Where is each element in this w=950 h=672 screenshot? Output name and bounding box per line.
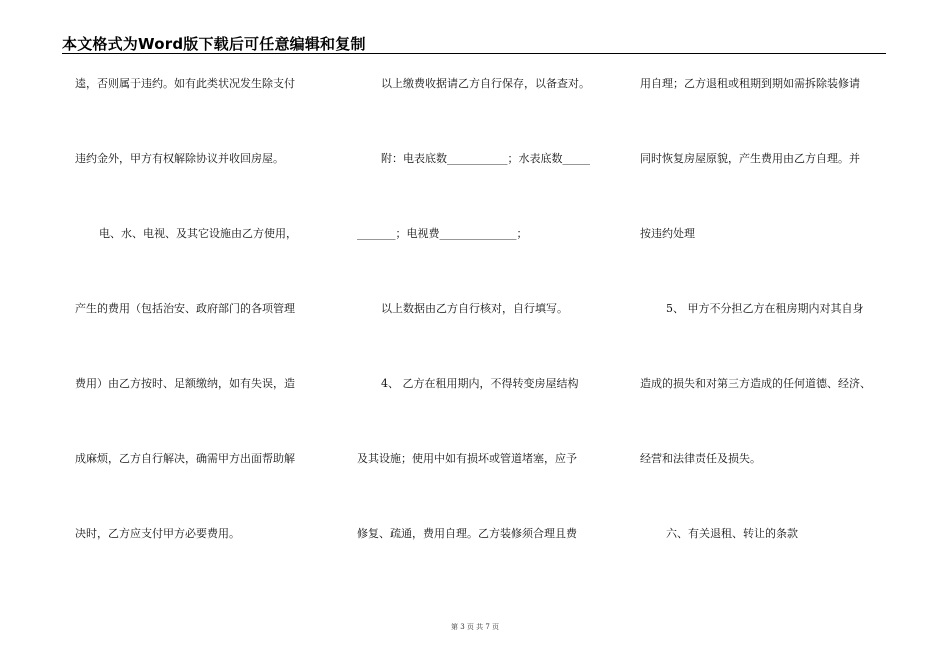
- text-line: 按违约处理: [640, 227, 695, 240]
- text-line: 同时恢复房屋原貌，产生费用由乙方自理。并: [640, 152, 860, 165]
- page-number: 第 3 页 共 7 页: [450, 623, 500, 631]
- text-line: 附：电表底数___________；水表底数_____: [381, 152, 590, 165]
- text-line: 决时，乙方应支付甲方必要费用。: [75, 527, 240, 540]
- text-line: 4、 乙方在租用期内，不得转变房屋结构: [381, 377, 579, 390]
- text-line: 六、有关退租、转让的条款: [666, 527, 798, 540]
- text-line: 成麻烦，乙方自行解决，确需甲方出面帮助解: [75, 452, 295, 465]
- text-column-3: [640, 76, 890, 601]
- text-line: 以上缴费收据请乙方自行保存，以备查对。: [381, 77, 590, 90]
- text-line: 逵，否则属于违约。如有此类状况发生除支付: [75, 77, 295, 90]
- text-line: 电、水、电视、及其它设施由乙方使用，: [99, 227, 297, 240]
- text-line: 经营和法律责任及损失。: [640, 452, 761, 465]
- text-line: 用自理；乙方退租或租期到期如需拆除装修请: [640, 77, 860, 90]
- document-header-title: 本文格式为Word版下载后可任意编辑和复制: [62, 35, 366, 53]
- text-line: 5、 甲方不分担乙方在租房期内对其自身: [666, 302, 864, 315]
- text-line: 修复、疏通，费用自理。乙方装修须合理且费: [357, 527, 577, 540]
- text-column-2: [357, 76, 607, 601]
- header-rule: [62, 53, 886, 54]
- text-line: 以上数据由乙方自行核对，自行填写。: [381, 302, 568, 315]
- text-line: 及其设施；使用中如有损坏或管道堵塞，应予: [357, 452, 577, 465]
- text-line: _______；电视费______________；: [357, 227, 528, 240]
- text-line: 违约金外，甲方有权解除协议并收回房屋。: [75, 152, 284, 165]
- text-line: 产生的费用（包括治安、政府部门的各项管理: [75, 302, 295, 315]
- text-line: 费用）由乙方按时、足额缴纳，如有失误，造: [75, 377, 295, 390]
- text-line: 造成的损失和对第三方造成的任何道德、经济、: [640, 377, 871, 390]
- text-column-1: [75, 76, 325, 601]
